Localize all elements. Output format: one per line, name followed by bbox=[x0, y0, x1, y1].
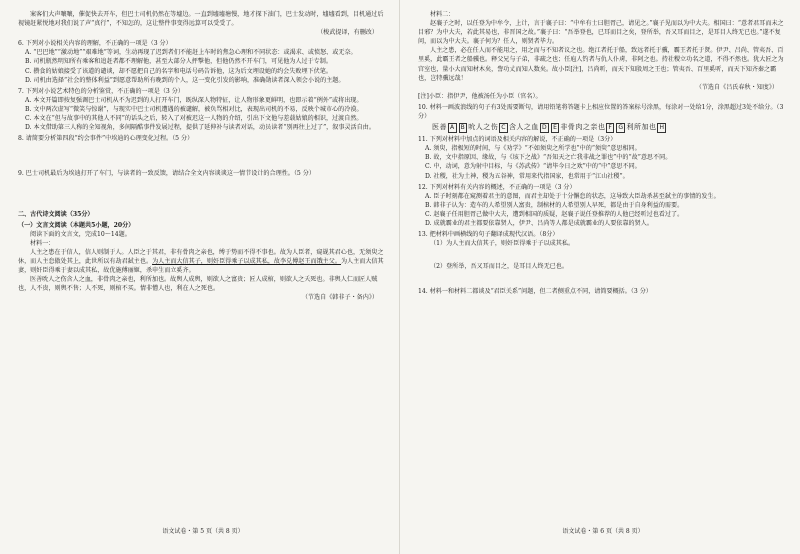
sentence-segmentation bbox=[418, 123, 788, 133]
q12-option-d: D. 成就霸业的君主都要依靠贤人，伊尹、吕尚等人都是成就霸业的人要依靠的贤人。 bbox=[425, 219, 653, 227]
question-12 bbox=[418, 183, 788, 228]
material-1-para-1 bbox=[18, 248, 388, 275]
q7-option-a: A. 本文开篇即按复强调巴士司机从不为迟到的人打开车门，既纵深人物特征，让人物形象更鲜明，也即示着“例外”或将出现。 bbox=[25, 96, 363, 104]
seg-box-h[interactable]: H bbox=[659, 124, 665, 132]
answer-space-13-2 bbox=[418, 271, 788, 285]
question-9: 9. 巴士司机最后为埃迪打开了车门，与读者的一致反馈，请结合全文内容谈谈这一情节设计的合理性。（5 分） bbox=[18, 170, 315, 178]
seg-box-c[interactable]: C bbox=[501, 124, 506, 132]
q6-stem: 6. 下列对小说相关内容的理解，不正确的一项是（3 分） bbox=[18, 40, 172, 48]
q11-option-d: D. 社稷，社为土神，稷为五谷神，常用来代指国家，也常用于“江山社稷”。 bbox=[425, 172, 629, 180]
seg-box-f[interactable]: F bbox=[608, 124, 613, 132]
material-1-para-2: 医善吮人之伤含人之血，非骨肉之亲也，利所加也。故舆人成舆，则欲人之富贵；匠人成棺，则欲人之夭死也。非舆人仁而匠人贼也，人不贵，则舆不售；人不死，则棺不买。情非憎人也，利在人之死也。 bbox=[18, 276, 378, 293]
q13-sentence-1: （1）为人主而大信其子，则奸臣得乘于子以成其私。 bbox=[430, 240, 575, 248]
section-heading: 二、古代诗文阅读（35分） bbox=[18, 211, 94, 219]
seg-box-e[interactable]: E bbox=[553, 124, 558, 132]
seg-part-4: 非骨肉之亲也 bbox=[560, 123, 606, 132]
subsection-heading: （一）文言文阅读（本题共5小题，20分） bbox=[18, 221, 135, 229]
question-7 bbox=[18, 87, 388, 132]
page-footer: 语文试卷・第 5 页（共 8 页） bbox=[162, 527, 244, 535]
answer-space-8 bbox=[18, 143, 388, 167]
material-2-title: 材料二： bbox=[430, 11, 455, 18]
answer-space-13-1 bbox=[418, 248, 788, 262]
q11-option-c: C. 中，动词，意为射中目标，与《苏武传》“请毕今日之欢”中的“中”意思不同。 bbox=[425, 163, 641, 171]
material-2-source: （节选自《吕氏春秋・知度》） bbox=[695, 83, 778, 91]
material-2-para-1: 赵襄子之时，以任登为中牟令，上计，言于襄子曰：“中牟有士曰胆胥己，请见之。”襄子见而以为中大夫。相国曰：“意者君耳而未之目邪？为中大夫，若此其易也，非晋国之故。”襄子曰：“吾举登也，已耳而目之矣，登所举，吾又耳而目之，是耳目人终无已也。”遂不复问，而以为中大夫。襄子何为？任人，则贤者毕力。 bbox=[418, 20, 784, 46]
seg-box-a[interactable]: A bbox=[450, 124, 455, 132]
material-1-text: 人主之患在于信人，信人则制于人。人臣之于其君，非有骨肉之亲也，缚于势而不得不事也。故为人臣者，窥觇其君心也，无须臾之休，而人主怠傲处其上，此世所以有劫君弑主也。 bbox=[18, 248, 384, 265]
seg-part-3: 含人之血 bbox=[508, 123, 539, 132]
q12-option-c: C. 赵襄子任用胆胥己做中大夫，遭到相国的质疑，赵襄子说任登推荐的人他已经听过也看过了。 bbox=[425, 210, 684, 218]
page-6 bbox=[418, 10, 788, 540]
page-5 bbox=[18, 10, 388, 540]
seg-box-g[interactable]: G bbox=[618, 124, 624, 132]
q11-option-b: B. 故，文中指原因、缘故，与《垓下之战》“吾知天之亡我非战之罪也”中的“故”意思不同。 bbox=[425, 154, 672, 162]
q7-stem: 7. 下列对小说艺术特色的分析鉴赏，不正确的一项是（3 分） bbox=[18, 87, 184, 95]
q7-option-c: C. 本文在“但与故事中的其他人不同”的话头之后，转入了对被迟这一人物的介绍，引出下文他与差载姑娘的相识，过渡自然。 bbox=[25, 115, 363, 123]
page-fold bbox=[399, 0, 400, 554]
q11-option-a: A. 须臾，指极短的时间，与《劝学》“不如须臾之所学也”中的“须臾”意思相同。 bbox=[425, 145, 641, 153]
question-6 bbox=[18, 39, 388, 84]
seg-part-2: 吮人之伤 bbox=[468, 123, 499, 132]
question-13: 13. 把材料中画横线的句子翻译成现代汉语。（8分） bbox=[418, 231, 559, 239]
page-footer: 语文试卷・第 6 页（共 8 页） bbox=[562, 527, 644, 535]
q13-sentence-2: （2）登所举，吾又耳而目之，是耳目人终无已也。 bbox=[430, 263, 568, 271]
q7-option-b: B. 文中两次虚写“微笑与惊谢”，与现实中巴士司机遭遇的被谴解，被负骂相对比，表现出司机的不易，反映个城市心的冷漠。 bbox=[25, 105, 363, 113]
material-1-text-end: 为人主而大信其妻，则奸臣得乘于妻以成其私，故优施傅丽姬，杀申生而立奚齐。 bbox=[18, 257, 384, 274]
reading-instruction: 阅读下面的文言文，完成10～14题。 bbox=[30, 230, 131, 238]
answer-space-9 bbox=[18, 178, 388, 202]
material-2-para-2: 人主之患，必在任人而不能用之，用之而与不知者议之也。绝江者托于船，致远者托于骥，霸王者托于贤。伊尹、吕尚、管夷吾、百里奚，此霸王者之船骥也。释父兄与子弟，非疏之也；任庖人钓者与仇人仆虏，非阿之也。持社稷立功名之道，不得不然也。犹大匠之为宫室也，量小大而知材木矣，訾功丈而知人数矣。故小臣[注]，吕尚听，而天下知殷周之王也；管夷吾、百里奚听，而天下知齐秦之霸也，岂特骥远哉！ bbox=[418, 47, 784, 82]
q11-stem: 11. 下列对材料中加点的词语及相关内容的解说，不正确的一项是（3分） bbox=[418, 136, 617, 144]
question-10: 10. 材料一画波浪线的句子有3处需要断句，请用铅笔将答题卡上相应位置的答案标号涂黑，每涂对一处给1分，涂黑超过3处不给分。（3分） bbox=[418, 103, 784, 121]
q6-option-d: D. 司机由选择“社会的整体利益”到愿意帮助所有晚到的个人，这一变化引发的影响，准确勋读者深入领会小说的主题。 bbox=[25, 76, 345, 84]
underlined-sentence: 为人主而大信其子，则奸臣得乘子以成其私，故李兑傅赵王而饿主父。 bbox=[152, 257, 341, 265]
q7-option-d: D. 本文借助第三人称的全知视角，多间隔酷事件发展过程，提供了延伸补与读者对话，动员读者“别再往上过了”，叙事灵活自由。 bbox=[25, 124, 375, 132]
material-1-title: 材料一： bbox=[30, 239, 55, 247]
q12-option-a: A. 臣子时刻都在窥测着君主的意图，而君主却处于十分懈怠的状态，这导致大臣劫杀甚至弑主的事情的发生。 bbox=[425, 192, 720, 200]
story-source: （梭武提译，有删改） bbox=[317, 29, 378, 37]
seg-part-5: 利所加也 bbox=[626, 123, 657, 132]
q6-option-a: A. “巴巴地”“激动地”“艰难地”等词，生动再现了迟到者们不能赶上车时的焦急心理和不同状态：或渴求、或愤怒、或无奈。 bbox=[25, 49, 357, 57]
seg-part-1: 医善 bbox=[432, 123, 447, 132]
question-8: 8. 请简要分析第四段“约会事件”中埃迪的心理变化过程。（5 分） bbox=[18, 135, 194, 143]
q12-stem: 12. 下列对材料有关内容的概述，不正确的一项是（3 分） bbox=[418, 183, 576, 191]
material-1-source: （节选自《韩非子・备内》） bbox=[301, 294, 378, 302]
q12-option-b: B. 韩非子认为：造车的人希望别人富贵，制棺材的人希望别人早死，都是由于自身利益的需要。 bbox=[425, 201, 684, 209]
q6-option-b: B. 司机瓶然明知所有乘客和追赶者都不理解他，甚至大部分人抨撃他，但他仍然不开车门，可见他为人过于专制。 bbox=[25, 58, 332, 66]
annotation-note: [注]小臣：指伊尹，他被汤任为小臣（官名）。 bbox=[418, 92, 542, 100]
question-14: 14. 材料一和材料二都谈及“君臣关系”问题，但二者侧重点不同，请简要概括。（3 分） bbox=[418, 288, 652, 296]
story-ending: 案客们大声嚷嚷，催促快去开车，但巴士司机仍然在等墟边。一直到墟墟塘慢，地才探下油门，巴士发动时，墟墟看到，目机通过后视镜赶紧悦地对我们说了声“真行”，不知怎的，这让整件事变得远算可以受受了。 bbox=[18, 11, 384, 28]
seg-box-b[interactable]: B bbox=[460, 124, 466, 132]
question-11 bbox=[418, 135, 788, 180]
q6-option-c: C. 攒食的姑娘接受了该道的谴谈，却不愿把自己的名字和电话号码告诉他，这为后文埋设她的约会失败埋下伏笔。 bbox=[25, 67, 332, 75]
seg-box-d[interactable]: D bbox=[541, 124, 548, 132]
